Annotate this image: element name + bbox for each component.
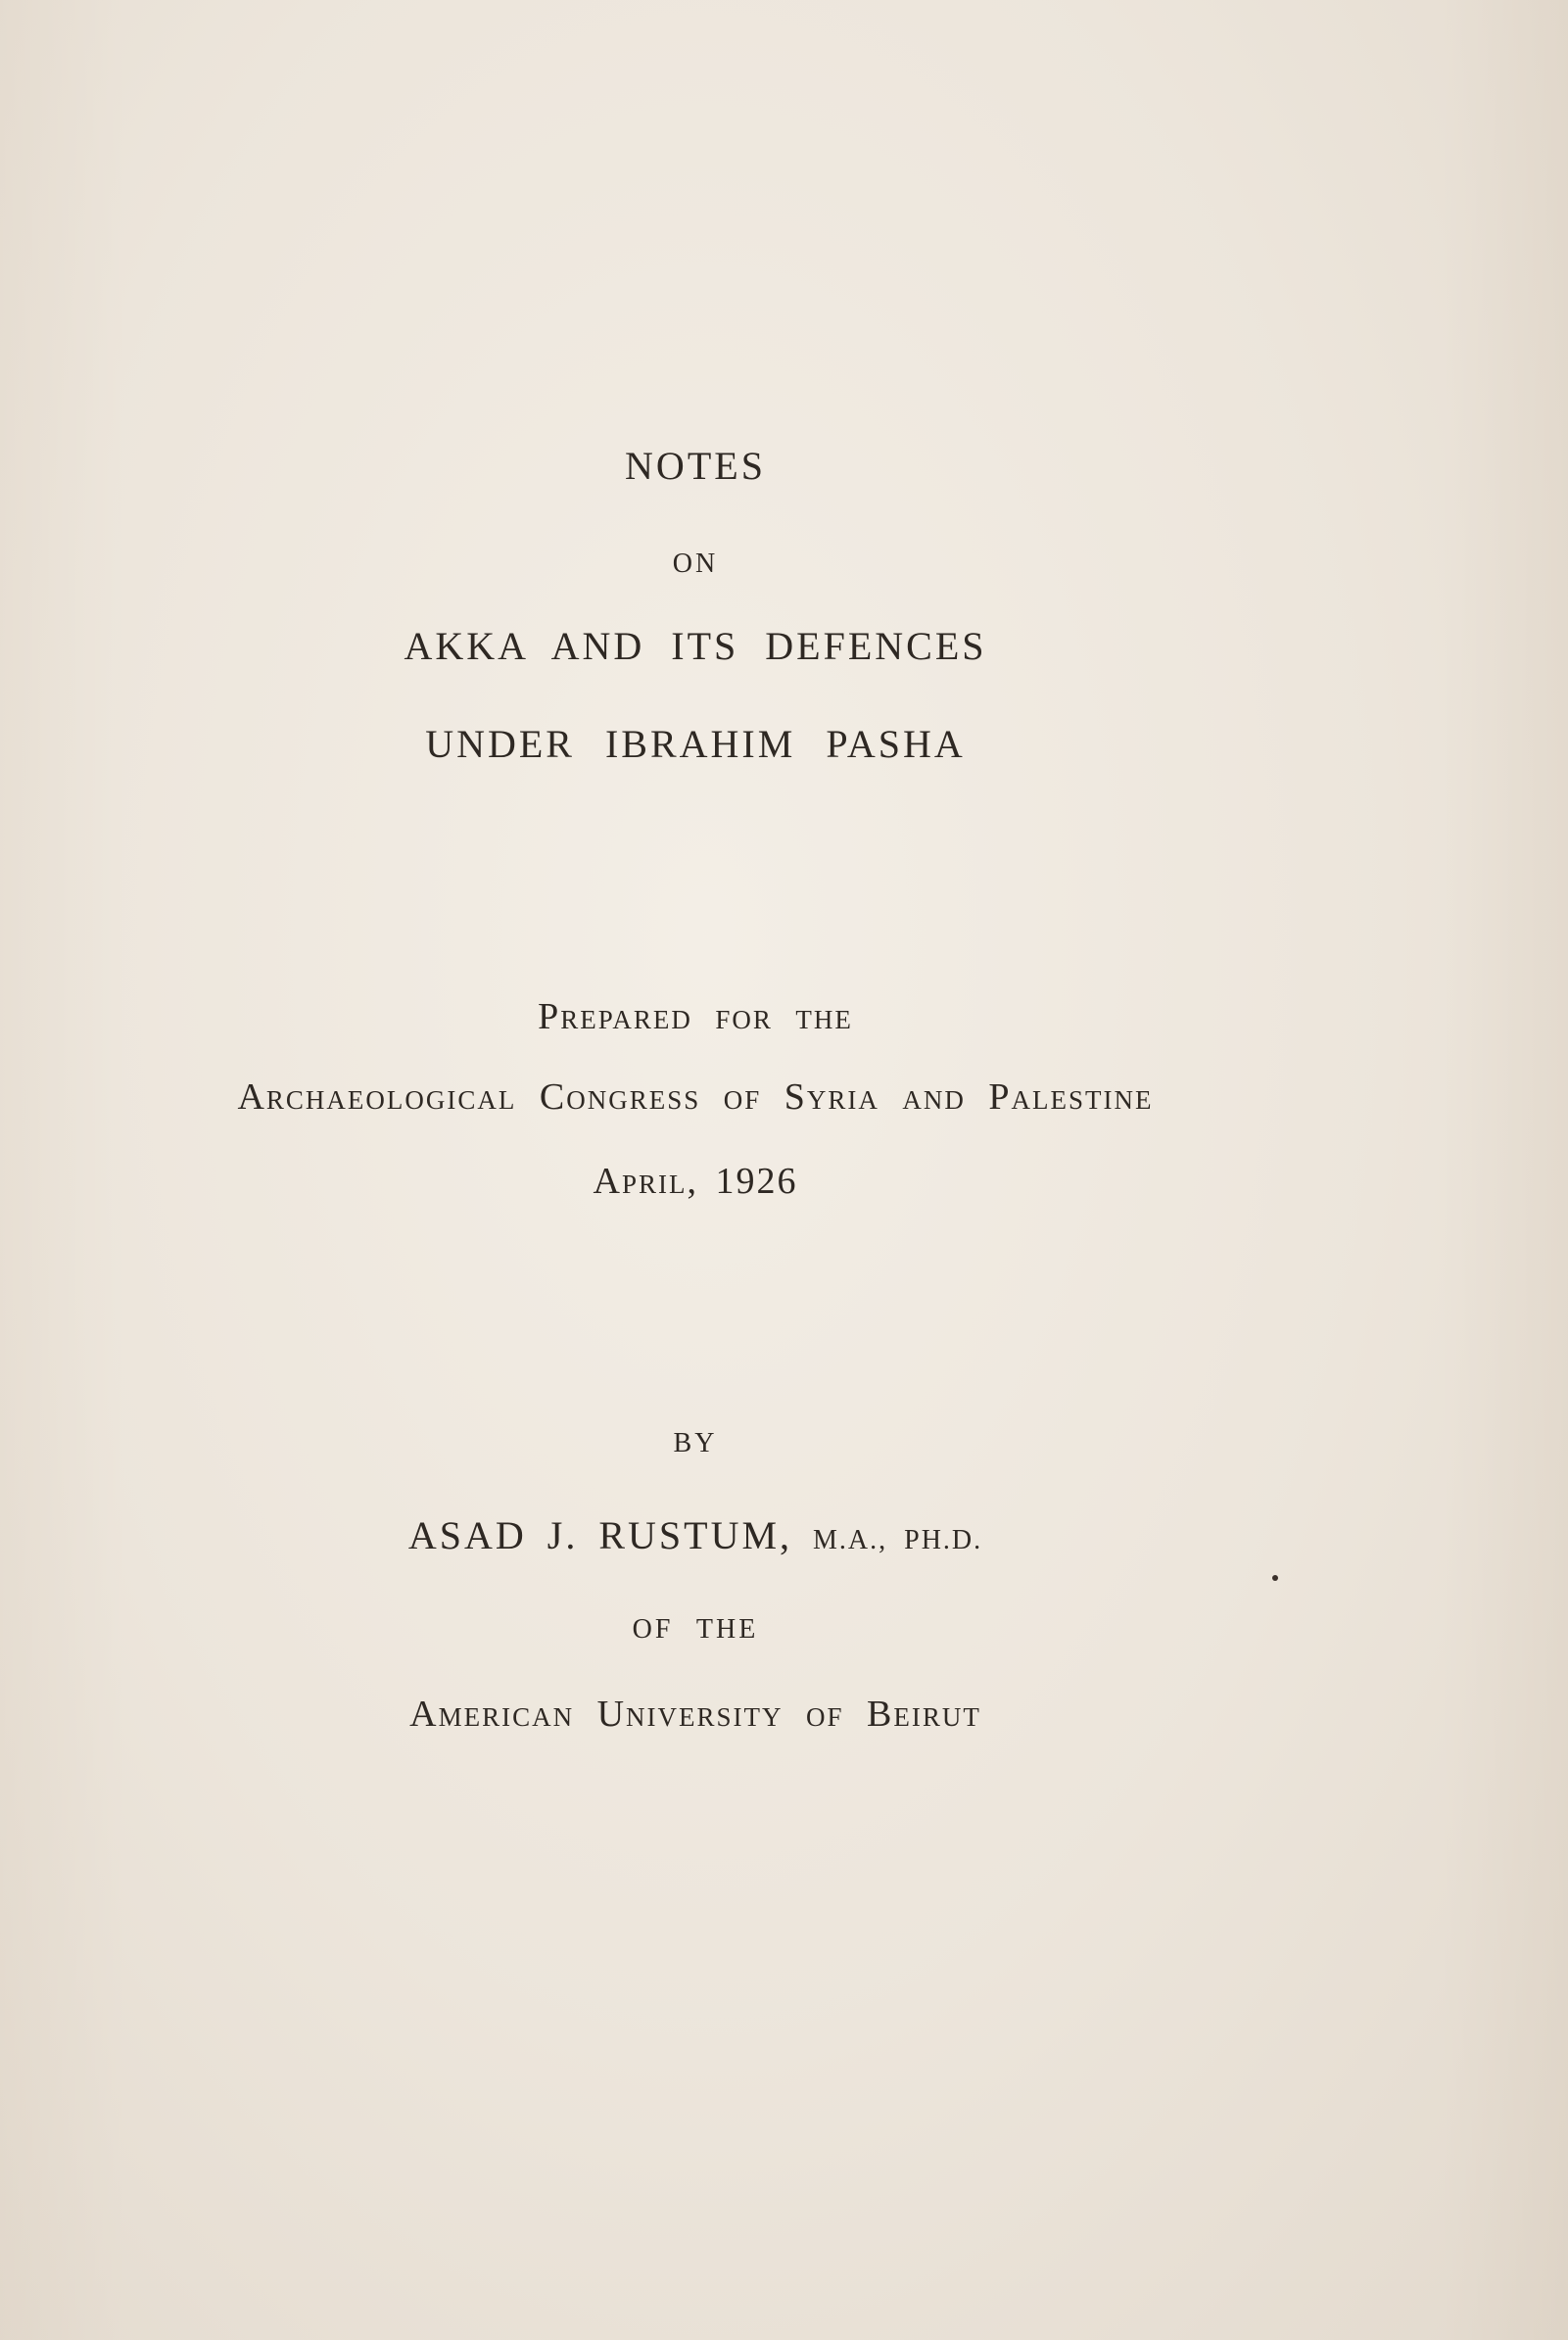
author-name: ASAD J. RUSTUM, (407, 1513, 793, 1557)
congress-line: Archaeological Congress of Syria and Palestine (237, 1076, 1154, 1118)
by-line: BY (673, 1428, 718, 1458)
prepared-for-line: Prepared for the (538, 996, 853, 1037)
heading-on: ON (672, 549, 719, 579)
ink-speck (1272, 1575, 1278, 1581)
institution-line: American University of Beirut (409, 1694, 981, 1735)
of-the-line: OF THE (632, 1614, 759, 1645)
author-line (0, 1512, 1391, 1558)
author-degrees: M.A., PH.D. (813, 1525, 983, 1555)
heading-notes: NOTES (625, 444, 766, 488)
date-line: April, 1926 (593, 1161, 798, 1202)
title-line-1: AKKA AND ITS DEFENCES (404, 624, 987, 668)
title-line-2: UNDER IBRAHIM PASHA (425, 722, 966, 766)
